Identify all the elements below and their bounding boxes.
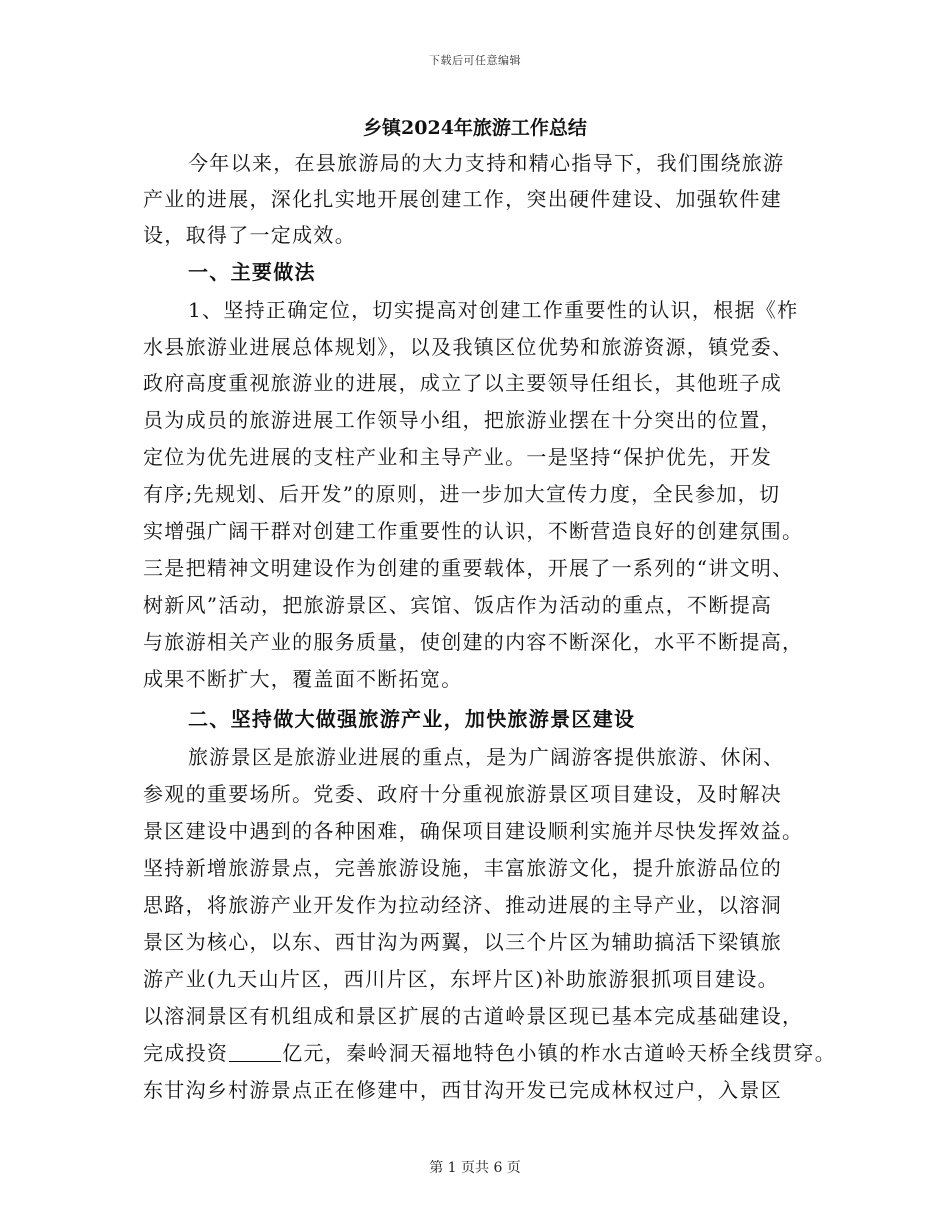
paragraph-line: 思路，将旅游产业开发作为拉动经济、推动进展的主导产业，以溶洞 bbox=[143, 893, 782, 917]
section-heading-2: 二、坚持做大做强旅游产业，加快旅游景区建设 bbox=[188, 707, 636, 731]
paragraph-line: 1、坚持正确定位，切实提高对创建工作重要性的认识，根据《柞 bbox=[188, 298, 799, 322]
paragraph-line: 水县旅游业进展总体规划》，以及我镇区位优势和旅游资源，镇党委、 bbox=[143, 335, 794, 359]
fill-in-blank bbox=[229, 1043, 281, 1062]
paragraph-line: 成果不断扩大，覆盖面不断拓宽。 bbox=[143, 667, 463, 691]
paragraph-line: 东甘沟乡村游景点正在修建中，西甘沟开发已完成林权过户，入景区 bbox=[143, 1078, 782, 1102]
paragraph-line: 员为成员的旅游进展工作领导小组，把旅游业摆在十分突出的位置， bbox=[143, 408, 782, 432]
paragraph-line: 游产业(九天山片区，西川片区，东坪片区)补助旅游狠抓项目建设。 bbox=[143, 967, 779, 991]
paragraph-line: 与旅游相关产业的服务质量，使创建的内容不断深化，水平不断提高， bbox=[143, 630, 804, 654]
page-number-footer: 第 1 页共 6 页 bbox=[429, 1160, 521, 1176]
paragraph-line: 树新风”活动，把旅游景区、宾馆、饭店作为活动的重点，不断提高 bbox=[143, 593, 773, 617]
document-title: 乡镇2024年旅游工作总结 bbox=[363, 117, 587, 139]
paragraph-line: 三是把精神文明建设作为创建的重要载体，开展了一系列的“讲文明、 bbox=[143, 556, 794, 580]
section-heading-1: 一、主要做法 bbox=[188, 260, 316, 284]
paragraph-line: 参观的重要场所。党委、政府十分重视旅游景区项目建设，及时解决 bbox=[143, 782, 782, 806]
paragraph-line: 实增强广阔干群对创建工作重要性的认识，不断营造良好的创建氛围。 bbox=[143, 519, 804, 543]
paragraph-line-with-blank bbox=[143, 1038, 837, 1068]
text-after-blank: 亿元，秦岭洞天福地特色小镇的柞水古道岭天桥全线贯穿。 bbox=[282, 1041, 837, 1065]
paragraph-line: 坚持新增旅游景点，完善旅游设施，丰富旅游文化，提升旅游品位的 bbox=[143, 856, 782, 880]
paragraph-line: 景区为核心，以东、西甘沟为两翼，以三个片区为辅助搞活下梁镇旅 bbox=[143, 930, 782, 954]
paragraph-line: 产业的进展，深化扎实地开展创建工作，突出硬件建设、加强软件建 bbox=[143, 187, 782, 211]
paragraph-line: 景区建设中遇到的各种困难，确保项目建设顺利实施并尽快发挥效益。 bbox=[143, 819, 804, 843]
paragraph-line: 设，取得了一定成效。 bbox=[143, 223, 356, 247]
paragraph-line: 今年以来，在县旅游局的大力支持和精心指导下，我们围绕旅游 bbox=[188, 151, 785, 175]
paragraph-line: 以溶洞景区有机组成和景区扩展的古道岭景区现已基本完成基础建设， bbox=[143, 1004, 804, 1028]
text-before-blank: 完成投资 bbox=[143, 1041, 229, 1065]
paragraph-line: 定位为优先进展的支柱产业和主导产业。一是坚持“保护优先，开发 bbox=[143, 445, 773, 469]
page-header-note: 下载后可任意编辑 bbox=[429, 54, 521, 67]
paragraph-line: 政府高度重视旅游业的进展，成立了以主要领导任组长，其他班子成 bbox=[143, 371, 782, 395]
paragraph-line: 有序;先规划、后开发”的原则，进一步加大宣传力度，全民参加，切 bbox=[143, 482, 781, 506]
paragraph-line: 旅游景区是旅游业进展的重点，是为广阔游客提供旅游、休闲、 bbox=[188, 745, 785, 769]
